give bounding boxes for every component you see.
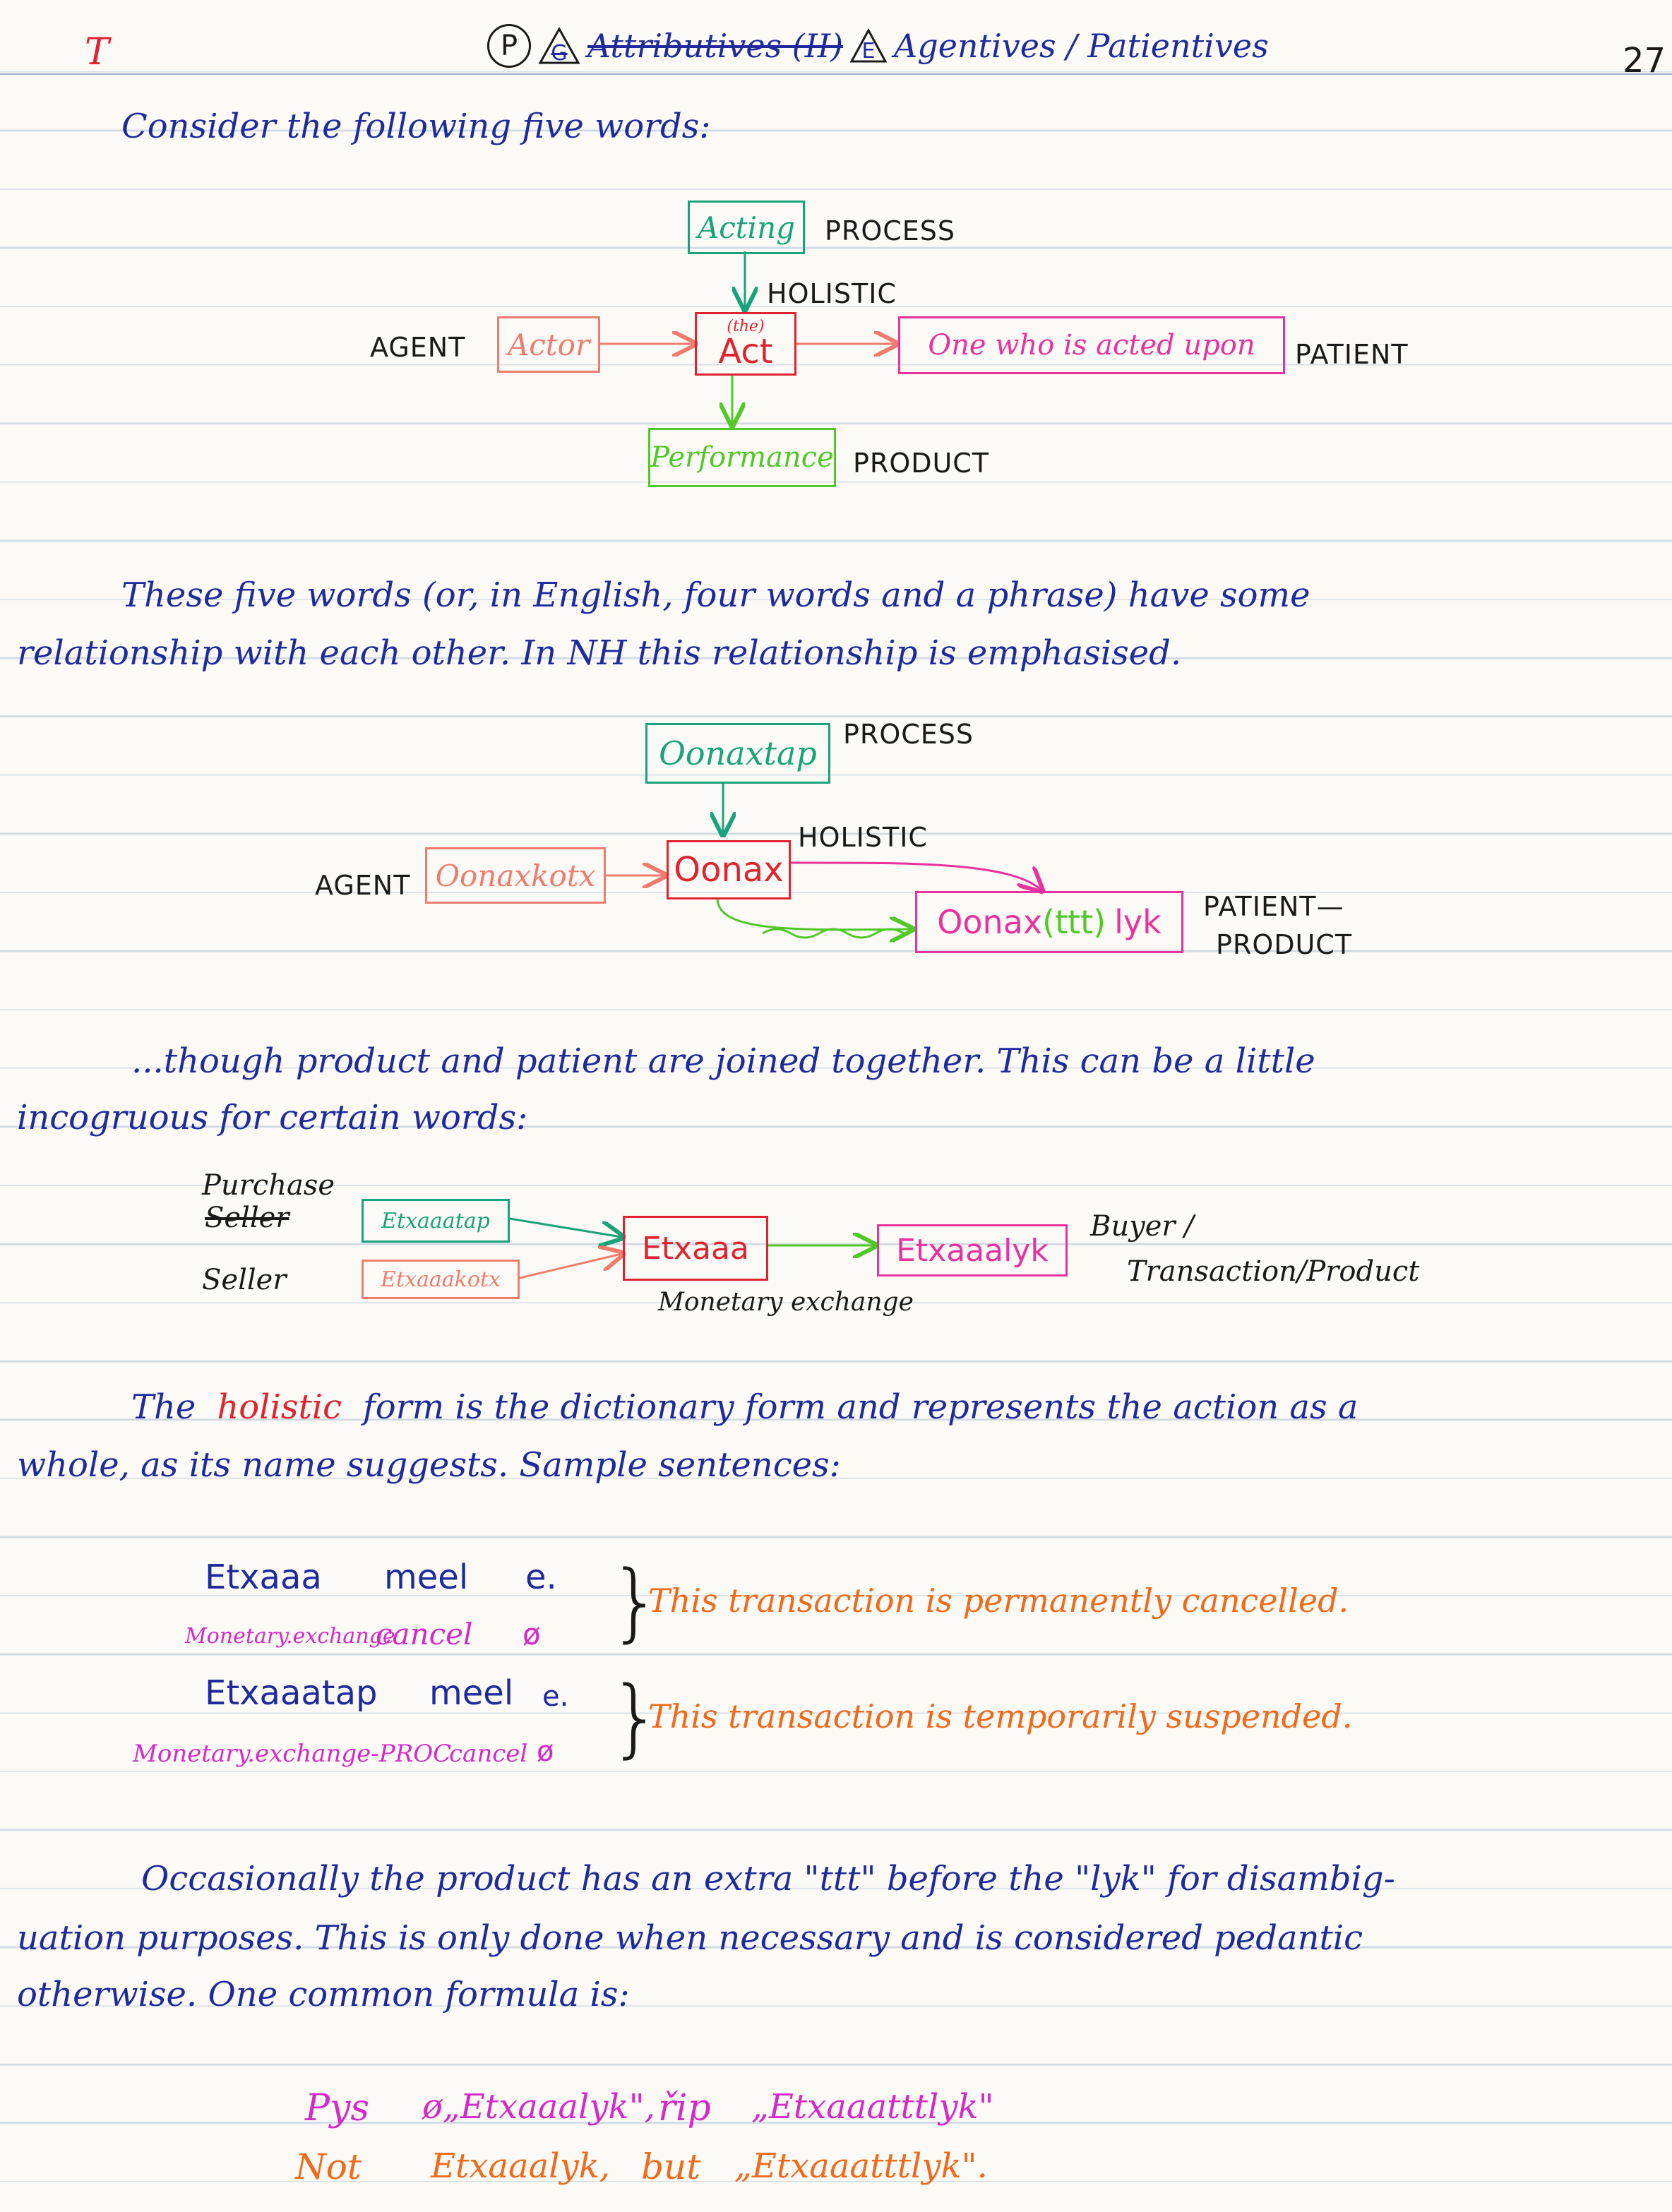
- ex2-nh-1: Etxaaatap: [205, 1673, 378, 1713]
- d1-patient-word: One who is acted upon: [928, 329, 1255, 361]
- d2-agent-box: [425, 847, 606, 904]
- ex1-gloss-2: cancel: [376, 1617, 473, 1651]
- ex1-meaning: This transaction is permanently cancelled.: [648, 1582, 1349, 1620]
- triangle-e-icon: [850, 28, 887, 64]
- d1-act-box: [695, 312, 796, 376]
- ex2-gloss-1: Monetary.exchange-PROC: [133, 1740, 452, 1768]
- formula1-pys: Pys: [305, 2087, 370, 2129]
- d1-process-label: PROCESS: [825, 215, 956, 246]
- d3-process-arrow: [510, 1219, 621, 1237]
- d3-seller-label: Seller: [202, 1264, 287, 1296]
- d1-actor-box: [497, 316, 600, 373]
- d3-purchase-label: Purchase: [202, 1169, 335, 1202]
- formula1-rip: řip: [658, 2087, 711, 2129]
- d1-holistic-label: HOLISTIC: [767, 278, 897, 309]
- d2-process-box: [645, 723, 830, 784]
- para2-line1: ...though product and patient are joined together. This can be a little: [131, 1041, 1315, 1081]
- ex1-nh-1: Etxaaa: [205, 1558, 322, 1597]
- ex1-gloss-1: Monetary.exchange: [185, 1624, 395, 1649]
- d2-agent-word: Oonaxkotx: [435, 858, 596, 893]
- para3-word-holistic: holistic: [217, 1387, 342, 1427]
- circle-p-icon: P: [487, 24, 531, 68]
- para4-line2: uation purposes. This is only done when necessary and is considered pedantic: [17, 1918, 1363, 1958]
- d3-agent-word: Etxaaakotx: [381, 1267, 501, 1292]
- para3-word-the: The: [131, 1387, 196, 1427]
- d1-actor-word: Actor: [507, 327, 590, 362]
- d2-agent-label: AGENT: [315, 870, 411, 901]
- page-title: [487, 24, 1269, 68]
- d3-seller-struck: Seller: [205, 1202, 289, 1234]
- d3-agent-box: [362, 1260, 520, 1299]
- ex2-nh-2: meel: [429, 1673, 514, 1713]
- ex2-gloss-2: cancel: [449, 1740, 528, 1768]
- para2-line2: incogruous for certain words:: [17, 1098, 528, 1137]
- d1-product-label: PRODUCT: [853, 448, 990, 479]
- para1-line1: These five words (or, in English, four words and a phrase) have some: [121, 575, 1310, 615]
- ex1-nh-3: e.: [525, 1558, 557, 1597]
- para3-line1: [131, 1378, 1358, 1436]
- header-rule: [0, 73, 1672, 75]
- d3-holistic-box: [623, 1216, 768, 1281]
- corner-mark: T: [85, 31, 109, 73]
- ex2-gloss-3: ø: [537, 1735, 554, 1768]
- ex2-brace: }: [609, 1669, 663, 1767]
- d3-transaction-label: Transaction/Product: [1127, 1255, 1420, 1288]
- d2-patient-label: PATIENT—: [1203, 891, 1344, 922]
- para4-line3: otherwise. One common formula is:: [17, 1975, 630, 2014]
- d1-product-word: Performance: [650, 441, 834, 474]
- title-text: Agentives / Patientives: [894, 27, 1269, 65]
- formula1-word1: ø„Etxaaalyk",: [422, 2087, 655, 2127]
- para3-rest: form is the dictionary form and represents the action as a: [363, 1387, 1358, 1427]
- d2-patient-lyk: lyk: [1114, 903, 1162, 941]
- ex1-nh-2: meel: [384, 1558, 469, 1597]
- d2-process-word: Oonaxtap: [659, 734, 817, 772]
- d2-product-label: PRODUCT: [1216, 929, 1353, 960]
- triangle-g-label: G: [551, 41, 568, 66]
- d3-process-word: Etxaaatap: [381, 1208, 490, 1233]
- triangle-g-icon: [538, 26, 580, 66]
- para4-line1: Occasionally the product has an extra "ttt" before the "lyk" for disambig-: [141, 1859, 1395, 1899]
- intro-text: Consider the following five words:: [121, 107, 711, 146]
- ex1-gloss-3: ø: [522, 1617, 541, 1651]
- d1-process-word: Acting: [697, 210, 796, 245]
- ex2-meaning: This transaction is temporarily suspended.: [648, 1697, 1353, 1735]
- struck-title: Attributives (II): [587, 27, 844, 65]
- d2-patient-stem: Oonax: [937, 903, 1043, 941]
- d2-patient-box: [915, 891, 1183, 953]
- d3-patient-word: Etxaaalyk: [896, 1232, 1049, 1269]
- d1-patient-label: PATIENT: [1295, 339, 1409, 370]
- d3-agent-arrow: [520, 1254, 621, 1278]
- d3-patient-box: [877, 1224, 1068, 1277]
- d1-the-note: (the): [727, 318, 765, 335]
- formula1-word2: „Etxaaatttlyk": [751, 2087, 994, 2127]
- d2-holistic-box: [667, 840, 791, 899]
- d3-exchange-label: Monetary exchange: [658, 1288, 914, 1317]
- d2-patient-arrow: [791, 863, 1041, 890]
- formula2-word1: Etxaaalyk,: [431, 2146, 611, 2186]
- formula2-not: Not: [295, 2146, 362, 2187]
- formula2-but: but: [641, 2146, 701, 2187]
- d2-process-label: PROCESS: [843, 719, 974, 750]
- d3-buyer-label: Buyer /: [1090, 1210, 1194, 1243]
- ex1-brace: }: [609, 1553, 663, 1651]
- d1-product-box: [648, 428, 836, 487]
- d3-holistic-word: Etxaaa: [642, 1230, 749, 1267]
- d1-act-word: Act: [718, 332, 773, 371]
- d1-process-box: [688, 201, 805, 254]
- ex2-nh-3: e.: [542, 1680, 569, 1713]
- triangle-e-label: E: [861, 39, 876, 64]
- d2-patient-ttt: (ttt): [1042, 903, 1106, 941]
- d2-holistic-label: HOLISTIC: [798, 822, 928, 853]
- formula2-word2: „Etxaaatttlyk".: [734, 2146, 988, 2186]
- d1-patient-box: [898, 316, 1285, 374]
- para3-line2: whole, as its name suggests. Sample sentences:: [17, 1445, 841, 1485]
- d2-holistic-word: Oonax: [674, 850, 784, 890]
- d1-agent-label: AGENT: [370, 332, 466, 363]
- d3-process-box: [362, 1199, 510, 1243]
- para1-line2: relationship with each other. In NH this relationship is emphasised.: [17, 633, 1182, 673]
- page-number: 27: [1623, 41, 1666, 80]
- d2-product-arrow: [717, 898, 911, 930]
- d2-product-squiggle: [763, 929, 904, 938]
